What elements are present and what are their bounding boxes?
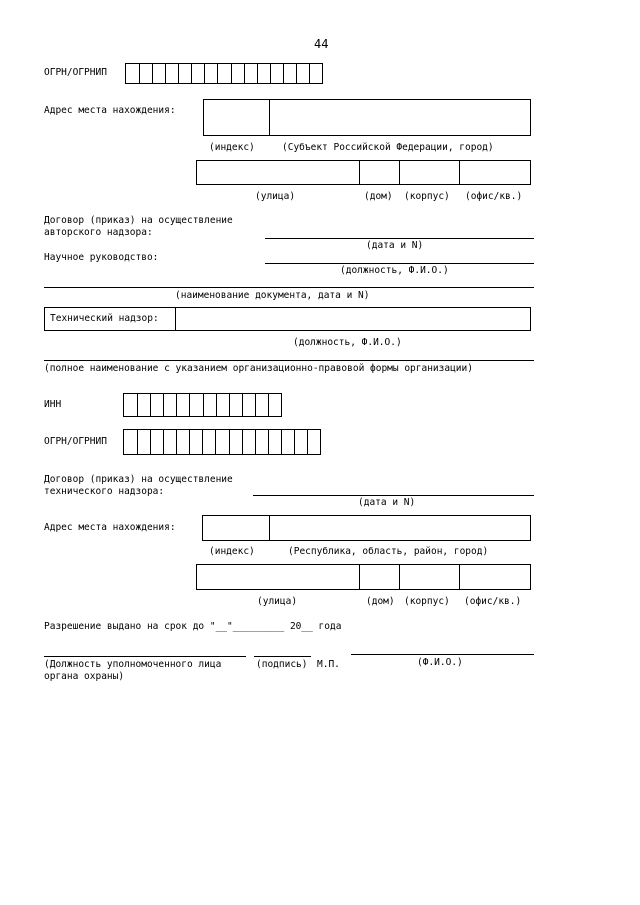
author-contract-label-1: Договор (приказ) на осуществление: [44, 215, 233, 226]
science-position-caption: (должность, Ф.И.О.): [340, 265, 449, 276]
cell-divider: [255, 430, 256, 454]
street-caption-2: (улица): [257, 596, 298, 607]
cell-divider: [307, 430, 308, 454]
cell-divider: [178, 64, 179, 83]
org-name-line[interactable]: [44, 360, 534, 361]
cell-divider: [152, 64, 153, 83]
ogrn-label-2: ОГРН/ОГРНИП: [44, 436, 107, 447]
house-field[interactable]: [359, 160, 400, 185]
permission-text: Разрешение выдано на срок до "__"_________ 20__ года: [44, 621, 342, 632]
author-contract-line[interactable]: [265, 238, 534, 239]
name-caption: (Ф.И.О.): [417, 657, 463, 668]
house-field-2[interactable]: [359, 564, 400, 590]
building-caption-2: (корпус): [404, 596, 450, 607]
cell-divider: [215, 430, 216, 454]
inn-cells[interactable]: [123, 393, 282, 417]
page-number: 44: [314, 37, 329, 51]
cell-divider: [255, 394, 256, 416]
signature-line[interactable]: [254, 656, 311, 657]
street-caption: (улица): [255, 191, 296, 202]
cell-divider: [242, 394, 243, 416]
cell-divider: [165, 64, 166, 83]
cell-divider: [283, 64, 284, 83]
cell-divider: [257, 64, 258, 83]
cell-divider: [216, 394, 217, 416]
house-caption: (дом): [364, 191, 393, 202]
stamp-mark: М.П.: [317, 659, 340, 670]
index-caption: (индекс): [209, 142, 255, 153]
tech-contract-label-2: технического надзора:: [44, 486, 165, 497]
cell-divider: [270, 64, 271, 83]
cell-divider: [229, 394, 230, 416]
cell-divider: [189, 394, 190, 416]
cell-divider: [137, 430, 138, 454]
tech-supervision-label: Технический надзор:: [50, 313, 159, 324]
cell-divider: [244, 64, 245, 83]
office-field-2[interactable]: [459, 564, 531, 590]
building-field[interactable]: [399, 160, 460, 185]
cell-divider: [150, 430, 151, 454]
cell-divider: [189, 430, 190, 454]
address-label: Адрес места нахождения:: [44, 105, 176, 116]
address-index-field[interactable]: [203, 99, 270, 136]
cell-divider: [137, 394, 138, 416]
cell-divider: [176, 430, 177, 454]
house-caption-2: (дом): [366, 596, 395, 607]
cell-divider: [163, 430, 164, 454]
cell-divider: [309, 64, 310, 83]
office-field[interactable]: [459, 160, 531, 185]
official-position-caption-2: органа охраны): [44, 671, 125, 682]
cell-divider: [231, 64, 232, 83]
science-doc-caption: (наименование документа, дата и N): [175, 290, 370, 301]
tech-supervision-field[interactable]: [175, 307, 531, 331]
cell-divider: [163, 394, 164, 416]
science-line[interactable]: [265, 263, 534, 264]
ogrn-cells-2[interactable]: [123, 429, 321, 455]
street-field-2[interactable]: [196, 564, 360, 590]
cell-divider: [281, 430, 282, 454]
cell-divider: [176, 394, 177, 416]
cell-divider: [217, 64, 218, 83]
cell-divider: [139, 64, 140, 83]
tech-contract-label-1: Договор (приказ) на осуществление: [44, 474, 233, 485]
address-label-2: Адрес места нахождения:: [44, 522, 176, 533]
signature-caption: (подпись): [256, 659, 308, 670]
tech-date-caption: (дата и N): [358, 497, 416, 508]
inn-label: ИНН: [44, 399, 62, 410]
address-region-field[interactable]: [269, 515, 531, 541]
cell-divider: [268, 394, 269, 416]
address-subject-field[interactable]: [269, 99, 531, 136]
org-name-caption: (полное наименование с указанием организационно-правовой формы организации): [44, 363, 473, 374]
cell-divider: [202, 430, 203, 454]
address-index-field-2[interactable]: [202, 515, 270, 541]
cell-divider: [268, 430, 269, 454]
street-field[interactable]: [196, 160, 360, 185]
cell-divider: [229, 430, 230, 454]
author-date-caption: (дата и N): [366, 240, 424, 251]
science-label: Научное руководство:: [44, 252, 159, 263]
ogrn-label: ОГРН/ОГРНИП: [44, 67, 107, 78]
official-position-caption-1: (Должность уполномоченного лица: [44, 659, 222, 670]
cell-divider: [203, 394, 204, 416]
cell-divider: [191, 64, 192, 83]
subject-caption: (Субъект Российской Федерации, город): [282, 142, 494, 153]
building-field-2[interactable]: [399, 564, 460, 590]
name-line[interactable]: [351, 654, 534, 655]
ogrn-cells[interactable]: [125, 63, 323, 84]
cell-divider: [294, 430, 295, 454]
index-caption-2: (индекс): [209, 546, 255, 557]
cell-divider: [204, 64, 205, 83]
official-position-line[interactable]: [44, 656, 246, 657]
region-caption: (Республика, область, район, город): [288, 546, 489, 557]
cell-divider: [296, 64, 297, 83]
author-contract-label-2: авторского надзора:: [44, 227, 153, 238]
office-caption-2: (офис/кв.): [464, 596, 522, 607]
science-doc-line[interactable]: [44, 287, 534, 288]
tech-position-caption: (должность, Ф.И.О.): [293, 337, 402, 348]
office-caption: (офис/кв.): [465, 191, 523, 202]
cell-divider: [150, 394, 151, 416]
building-caption: (корпус): [404, 191, 450, 202]
tech-contract-line[interactable]: [253, 495, 534, 496]
cell-divider: [242, 430, 243, 454]
